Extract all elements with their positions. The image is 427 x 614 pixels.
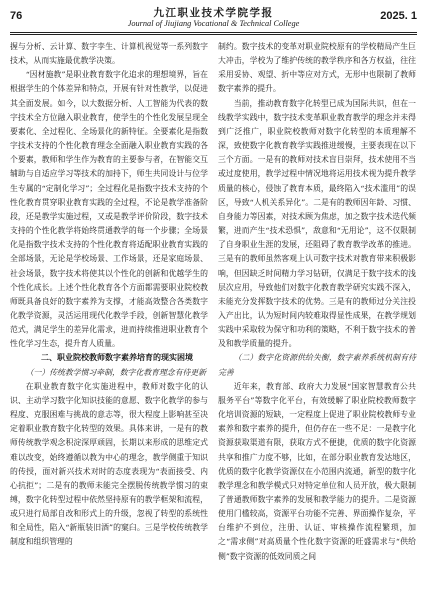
journal-title-cn: 九江职业技术学院学报: [153, 7, 274, 19]
header-rule-thin: [10, 34, 417, 35]
paragraph: 握与分析、云计算、数字孪生、计算机视觉等一系列数字技术，从而实施最优教学决策。: [10, 42, 208, 66]
issue-number: 2025. 1: [380, 10, 417, 22]
subsection-heading: （一）传统教学惯习牵制，数字化教育理念有待更新: [25, 367, 207, 377]
paragraph: 当前，推动教育数字化转型已成为国际共识，但在一线教学实践中，数字技术变革职业教育教学的理念并未得到广泛推广，职业院校教师对数字化转型的本质理解不深，致使数字化教育教学实践推进缓慢，主要表现在以下三个方面。一是有的教师对技术盲目崇拜，技术使用不当或过度使用，教学过程中情况地将运用技术视为提升教学质量的核心，侵蚀了教育本质，最终陷入“技术滥用”的误区，导致“人机关系异化”。二是有的教师因年龄、习惯、自身能力等因素，对技术顾为焦虑，加之数字技术迭代频繁，进而产生“技术恐惧”，敌意和“无用论”，这不仅限制了自身职业生涯的发展，还阻碍了教育教学改革的推进。三是有的教师虽然客观上认可数字技术对教育带来积极影响，但因缺乏时间精力学习钻研，仅满足于数字技术的浅层次应用，导致他们对数字化教育教学研究实践不深入，未能充分发挥数字技术的优势。三是有的教师过分关注投入产出比，认为短时间内较难取得显性成果，在教学规划实践中采取较为保守和功利的策略，不利于数字技术的普及和教学质量的提升。: [218, 98, 416, 349]
running-header: [10, 4, 417, 32]
section-heading: 二、职业院校教师数字素养培育的现实困境: [41, 353, 193, 363]
paragraph: 制约。数字技术的变革对职业院校原有的学校精局产生巨大冲击，学校为了维护传统的教学秩序和各方权益，往往采用妥协、观望、折中等应对方式，无形中也限制了教师数字素养的提升。: [218, 42, 416, 94]
paragraph: 近年来，教育部、政府大力发展“国家智慧教育公共服务平台”等数字化平台，有效缓解了职业院校教师数字化培训资源的短缺，一定程度上促进了职业院校教师专业素养和数字素养的提升，但仍存在一些不足：一是教字化资源获取渠道有限，获取方式不便捷，优质的数字化资源共享和推广力度不够，比如，在部分职业教育发达地区，优质的数字化教学资源仅在小范围内流通，新型的数字化教学理念和教学模式只对特定单位和人员开放，极大限制了普通教师数字素养的发展和教学能力的提升。二是资源使用门槛较高，资源平台功能不完善、界面操作复杂，平台维护不到位，注册、认证、审核操作流程繁琐，加之“需求侧”对高质量个性化数字资源的旺盛需求与“供给侧”数字资源的低效同质之间: [218, 381, 416, 561]
journal-title-en: Journal of Jiujiang Vocational & Technical College: [127, 19, 300, 28]
page-number: 76: [10, 10, 23, 22]
right-column: [218, 40, 416, 564]
subsection-heading: （二）数字化资源供给失衡，数字素养系统机制有待完善: [218, 353, 416, 377]
left-column: [10, 40, 208, 550]
paragraph: 在职业教育数字化实施进程中，教师对数字化的认识、主动学习数字化知识技能的意愿、数字化教学的参与程度、克服困难与挑战的意志等，很大程度上影响甚至决定着职业教育数字化转型的效果。具体来讲，一是有的教师传统教学观念积淀深厚顽固，长期以来形成的思维定式难以改变，始终遵循以教为中心的理念，教学侧重于知识的传授，面对新兴技术对时的态度表现为“表面接受、内心抗拒”；二是有的教师未能完全摆脱传统教学惯习的束缚，数字化转型过程中依然坚持原有的教学框架和流程，或只进行局部自改和形式上的升级，忽视了转型的系统性和全局性，陷入“新瓶装旧酒”的窠臼。三是学校传统教学制度和组织管理的: [10, 381, 208, 547]
paragraph: “因材施教”是职业教育数字化追求的理想境界，旨在根据学生的个体差异和特点，开展有针对性教学，以促进其全面发展。如今，以大数据分析、人工智能为代表的数字技术全方位融入职业教育，使学生的个性化发展呈现全要素化、全过程化、全场景化的新特征。全要素化是指数字技术支持的个性化教育理念全面融入职业教育实践的各个要素，教师和学生作为教育的主要参与者，在智能交互辅助与自适应学习等技术的加持下，师生共同设计与位学生专属的“定制化学习”；全过程化是指数字技术支持的个性化教育贯穿职业教育实践的全过程，不论是教学准备阶段，还是教学实施过程，又或是教学评价阶段，数字技术支持的个性化教学将始终贯通教学的每一个步骤；全场景化是指数字技术支持的个性化教育将适配职业教育实践的全部场景，无论是学校场景、工作场景，还是家庭场景、社会场景，数字技术将使其以个性化的创新和优越学生的个性化成长。上述个性化教育各个方面都需要职业院校教师既具备良好的数字素养为支撑，才能高效整合各类数字化教学资源，灵活运用现代化教学手段，创新智慧化教学范式，满足学生的差异化需求，进而持续推进职业教育个性化学习生态，提升育人质量。: [10, 70, 208, 349]
header-rule: [10, 32, 417, 33]
